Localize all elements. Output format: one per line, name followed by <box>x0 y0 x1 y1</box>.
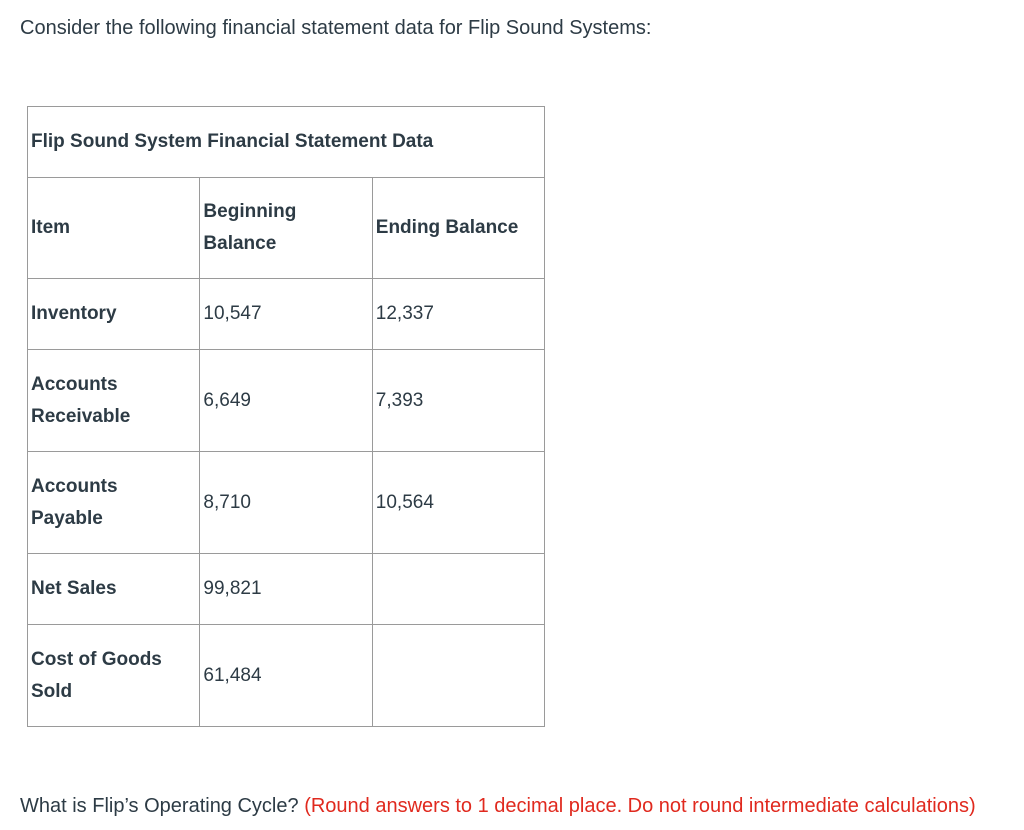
row-ending-value <box>372 625 544 727</box>
table-header-row <box>28 178 545 279</box>
header-ending-balance: Ending Balance <box>372 178 544 279</box>
table-row <box>28 452 545 554</box>
question-text: What is Flip’s Operating Cycle? <box>20 795 299 817</box>
table-title: Flip Sound System Financial Statement Data <box>28 107 545 178</box>
row-label <box>28 625 200 727</box>
row-beginning-value: 99,821 <box>200 554 372 625</box>
header-item: Item <box>28 178 200 279</box>
row-label-line1: Accounts <box>31 373 118 395</box>
row-label-line1: Cost of Goods <box>31 648 162 670</box>
row-label-line2: Sold <box>31 680 73 702</box>
header-beginning-line2: Balance <box>203 233 277 254</box>
row-ending-value <box>372 554 544 625</box>
row-label <box>28 350 200 452</box>
row-label-line2: Payable <box>31 507 103 529</box>
row-label: Inventory <box>28 279 200 350</box>
table-row <box>28 350 545 452</box>
row-beginning-value: 61,484 <box>200 625 372 727</box>
header-beginning-balance <box>200 178 372 279</box>
row-label-line2: Receivable <box>31 405 131 427</box>
row-label: Net Sales <box>28 554 200 625</box>
intro-text: Consider the following financial statement data for Flip Sound Systems: <box>20 17 652 39</box>
row-beginning-value: 8,710 <box>200 452 372 554</box>
row-beginning-value: 6,649 <box>200 350 372 452</box>
row-ending-value: 12,337 <box>372 279 544 350</box>
row-ending-value: 7,393 <box>372 350 544 452</box>
row-label <box>28 452 200 554</box>
table-row <box>28 625 545 727</box>
question-line <box>20 792 976 820</box>
rounding-hint: (Round answers to 1 decimal place. Do not round intermediate calculations) <box>304 795 976 817</box>
row-beginning-value: 10,547 <box>200 279 372 350</box>
financial-data-table <box>27 106 545 727</box>
table-row <box>28 279 545 350</box>
table-title-row <box>28 107 545 178</box>
row-label-line1: Accounts <box>31 475 118 497</box>
header-beginning-line1: Beginning <box>203 201 297 222</box>
row-ending-value: 10,564 <box>372 452 544 554</box>
table-row <box>28 554 545 625</box>
